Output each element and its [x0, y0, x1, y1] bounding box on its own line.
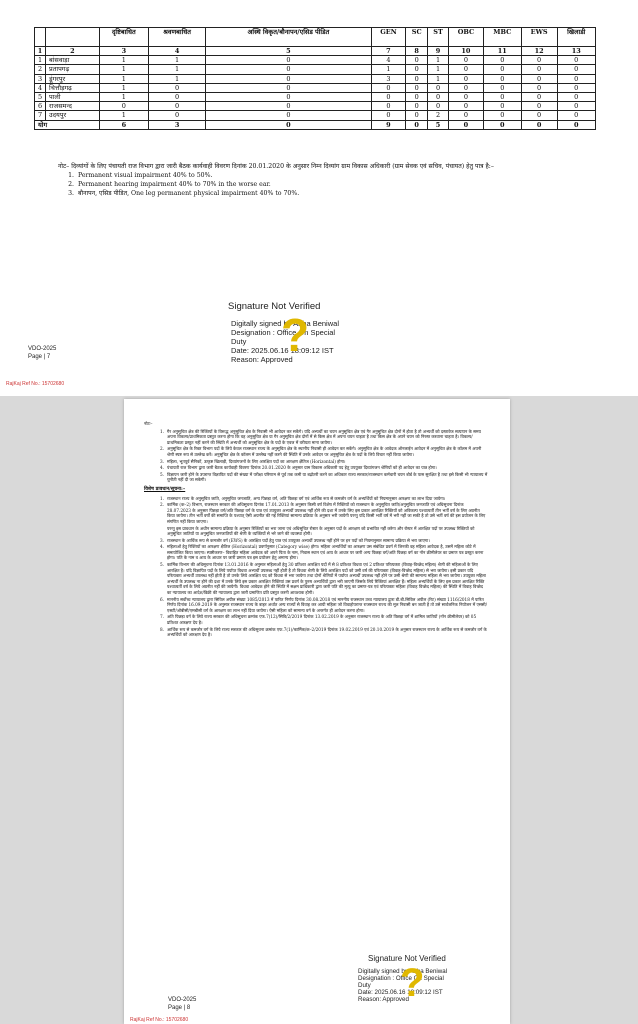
table-row	[35, 65, 596, 74]
table-cell: 0	[449, 65, 484, 74]
item-text: विज्ञापन जारी होने के उपरान्त विज्ञापित पदों की संख्या में परीक्षा परिणाम से पूर्व तक कमी या बढ़ोतरी करने का अधिकार राज्य सरकार/राजस्थान कर्मचारी चयन बोर्ड के पास सुरक्षित है तथा इसे किसी भी न्यायालय में चुनौती नहीं दी जा सकेगी।	[167, 471, 488, 483]
table-cell: 0	[371, 92, 406, 101]
table-row	[35, 83, 596, 92]
list-item	[156, 526, 488, 537]
list-item	[156, 597, 488, 614]
total-row	[35, 120, 596, 129]
table-cell: 0	[371, 102, 406, 111]
table-cell: 0	[99, 102, 148, 111]
table-cell: 4	[35, 83, 46, 92]
table-cell: 0	[406, 65, 428, 74]
table-cell: 0	[521, 111, 557, 120]
item-number: 2.	[160, 446, 164, 452]
table-cell: 0	[521, 102, 557, 111]
table-row	[35, 111, 596, 120]
item-number: 3.	[160, 537, 164, 543]
item-number: 2.	[160, 502, 164, 508]
rajkaj-ref: RajKaj Ref No.: 15702680	[6, 381, 65, 387]
table-cell: 0	[521, 56, 557, 65]
note-item: 1. Permanent visual impairment 40% to 50%.	[76, 171, 618, 180]
list-item	[156, 614, 488, 625]
table-cell: 0	[206, 92, 371, 101]
table-cell: 0	[449, 111, 484, 120]
page-number: Page | 8	[168, 1005, 191, 1011]
table-cell: राजसमन्द	[46, 102, 100, 111]
table-cell: 0	[206, 56, 371, 65]
table-cell: 0	[406, 102, 428, 111]
table-cell: 0	[557, 83, 596, 92]
table-cell: 0	[371, 83, 406, 92]
table-cell: 2	[46, 47, 100, 56]
table-cell: 0	[206, 74, 371, 83]
table-cell: 0	[449, 102, 484, 111]
item-number: 1.	[160, 428, 164, 434]
item-text: गैर अनुसूचित क्षेत्र की रिक्तियों के विरूद्ध अनुसूचित क्षेत्र के निवासी भी आवेदन कर सकेंगे। यदि अभ्यर्थी का चयन अनुसूचित क्षेत्र एवं गैर अनुसूचित क्षेत्र दोनों में होता है तो अभ्यर्थी को दस्तावेज सत्यापन के समय अपना विकल्प/प्राथमिकता प्रस्तुत करना होगा कि वह अनुसूचित क्षेत्र या गैर अनुसूचित क्षेत्र दोनों में से किस क्षेत्र में अपना चयन चाहता है तथा किस क्षेत्र के अपने चयन को निरस्त करवाना चाहता है। विकल्प/प्राथमिकता प्रस्तुत नहीं करने की स्थिति में अभ्यर्थी को अनुसूचित क्षेत्र के पदों के एवज में वरीयता माना जायेगा।	[167, 428, 481, 445]
table-cell: 0	[206, 102, 371, 111]
table-cell: 6	[35, 102, 46, 111]
table-cell: MBC	[483, 28, 521, 47]
table-cell: 0	[206, 120, 371, 129]
signature-line: Date: 2025.06.16 18:09:12 IST	[231, 346, 334, 355]
signature-unknown-icon: ?	[281, 309, 310, 361]
list-item	[156, 429, 488, 446]
table-header-row	[35, 28, 596, 47]
table-cell	[46, 28, 100, 47]
table-cell: 0	[557, 111, 596, 120]
table-cell: 0	[428, 92, 449, 101]
table-cell: 0	[521, 83, 557, 92]
table-cell: 1	[99, 56, 148, 65]
table-cell: 0	[557, 92, 596, 101]
table-row	[35, 102, 596, 111]
page-number: Page | 7	[28, 354, 51, 360]
table-cell: 3	[35, 74, 46, 83]
item-number: 3.	[160, 458, 164, 464]
table-cell: प्रतापगढ़	[46, 65, 100, 74]
list-item	[156, 544, 488, 561]
list-item	[156, 459, 488, 465]
table-cell: 10	[449, 47, 484, 56]
item-text: पंचायती राज विभाग द्वारा जारी बैठक कार्यवाही विवरण दिनांक 20.01.2020 के अनुसार ग्राम विकास अधिकारी पद हेतु उपयुक्त दिव्यांगजन श्रेणियों को ही आवेदन का पात्र होगा।	[167, 465, 437, 471]
table-row	[35, 92, 596, 101]
table-cell: 8	[406, 47, 428, 56]
document-page-7	[0, 0, 638, 396]
signature-line: Duty	[231, 337, 247, 346]
signature-line: Designation : Office On Special	[358, 975, 444, 982]
table-cell: ST	[428, 28, 449, 47]
table-cell: 1	[99, 74, 148, 83]
note-list	[58, 171, 618, 198]
signature-status: Signature Not Verified	[368, 954, 446, 963]
table-cell	[35, 28, 46, 47]
notes-list	[156, 429, 488, 483]
table-cell: 0	[428, 102, 449, 111]
list-item	[156, 446, 488, 457]
table-cell: SC	[406, 28, 428, 47]
page-body	[144, 421, 488, 639]
note-text: नोट– दिव्यांगों के लिए पंचायती राज विभाग द्वारा जारी बैठक कार्यवाही विवरण दिनांक 20.01.2020 के अनुसार निम्न दिव्यांग ग्राम विकास अधिकारी (ग्राम सेवक एवं सचिव, पंचायत) हेतु पात्र है:–	[58, 163, 494, 170]
provisions-list	[156, 496, 488, 638]
signature-unknown-icon: ?	[400, 961, 425, 1005]
table-cell: 0	[371, 111, 406, 120]
rajkaj-ref: RajKaj Ref No.: 15702680	[130, 1017, 189, 1023]
vacancy-table	[34, 27, 596, 130]
table-cell: 0	[483, 74, 521, 83]
table-cell: 1	[99, 92, 148, 101]
item-text: राजस्थान के आर्थिक रूप से कमजोर वर्ग (EWS) के आरक्षित पदों हेतु पात्र एवं उपयुक्त अभ्यर्थी उपलब्ध नहीं होने पर इन पदों को नियमानुसार सामान्य प्रक्रिया से भरा जाएगा।	[167, 537, 430, 543]
list-item	[156, 472, 488, 483]
table-cell: 0	[483, 56, 521, 65]
table-cell: श्रवणबाधित	[149, 28, 206, 47]
table-cell: उदयपुर	[46, 111, 100, 120]
page-footer	[168, 996, 196, 1012]
list-item	[156, 465, 488, 471]
table-cell: 0	[149, 92, 206, 101]
item-text: आर्थिक रूप से कमजोर वर्ग के लिये राज्य सरकार की अधिसूचना क्रमांक एफ.7(1)/कार्मिक/क–2/2019 दिनांक 19.02.2019 एवं 20.10.2019 के अनुसार राजस्थान राज्य के आर्थिक रूप से कमजोर वर्ग के अभ्यर्थियों को आरक्षण देय है।	[167, 626, 487, 638]
table-cell: 0	[149, 83, 206, 92]
list-item	[156, 562, 488, 596]
table-cell: GEN	[371, 28, 406, 47]
table-cell: 0	[206, 111, 371, 120]
list-item	[156, 502, 488, 524]
table-cell: 0	[428, 83, 449, 92]
table-cell: 1	[428, 74, 449, 83]
signature-line: Designation : Office On Special	[231, 328, 336, 337]
table-cell: 0	[149, 111, 206, 120]
table-cell: दृष्टिबाधित	[99, 28, 148, 47]
item-text: महिला, भूतपूर्व सैनिकों, उत्कृष्ट खिलाड़ी, दिव्यांगजनों के लिए आरक्षित पदों का आरक्षण क्षैतिज (Horizontal) होगा।	[167, 458, 346, 464]
table-cell: 2	[428, 111, 449, 120]
item-text: अनुसूचित क्षेत्र के रिक्त विभाग पदों के लिये केवल राजस्थान राज्य के अनुसूचित क्षेत्र के स्थानीय निवासी ही आवेदन कर सकेंगे। अनुसूचित क्षेत्र के आवेदक ऑनलाईन आवेदन में अनुसूचित क्षेत्र के कॉलम में अपनी श्रेणी स्पष्ट रूप से उल्लेख करें। अनुसूचित क्षेत्र के कॉलम में उल्लेख नहीं करने की स्थिति में उनके आवेदन पर अनुसूचित क्षेत्र के पदों के लिये विचार नहीं किया जायेगा।	[167, 446, 482, 457]
disability-note	[58, 162, 618, 198]
note-item: 2. Permanent hearing impairment 40% to 70% in the worse ear.	[76, 180, 618, 189]
item-text: महिलाओं हेतु रिक्तियों का आरक्षण क्षैतिज (Horizontal) प्रवर्गानुसार (Category wise) होगा। महिला अभ्यर्थियों का आरक्षण उस संबंधित प्रवर्ग में जिनकी वह महिला आवेदक है, उसमें महिला कोटे में समायोजित किया जाएगा। स्पष्टीकरण– विवाहित महिला आवेदक को अपने पिता के नाम, निवास स्थान एवं आय के आधार पर जारी अन्य पिछड़ा वर्ग/अति पिछड़ा वर्ग का नॉन क्रीमीलेयर का प्रमाण पत्र प्रस्तुत करना होगा। पति के नाम व आय के आधार पर जारी प्रमाण पत्र इस प्रयोजन हेतु अमान्य होगा।	[167, 544, 484, 561]
table-cell: 0	[483, 92, 521, 101]
table-cell: 0	[521, 120, 557, 129]
table-cell: 5	[428, 120, 449, 129]
list-item	[156, 538, 488, 544]
table-cell: 0	[557, 102, 596, 111]
note-item: 3. बौनापन, एसिड पीडित, One leg permanent physical impairment 40% to 70%.	[76, 189, 618, 198]
table-cell: 0	[557, 120, 596, 129]
table-row	[35, 74, 596, 83]
signature-status: Signature Not Verified	[228, 301, 321, 312]
table-cell: 1	[35, 56, 46, 65]
table-cell: 0	[406, 83, 428, 92]
table-cell: 4	[371, 56, 406, 65]
item-text: अति पिछड़ा वर्ग के लिये राज्य सरकार की अधिसूचना क्रमांक एफ.7(12)/सिवि/2/2019 दिनांक 13.02.2019 के अनुसार राजस्थान राज्य के अति पिछड़ा वर्ग में शामिल जातियों (नॉन क्रीमीलेयर) को 05 प्रतिशत आरक्षण देय है।	[167, 614, 477, 625]
table-cell: 0	[449, 74, 484, 83]
table-cell: 0	[406, 120, 428, 129]
page-footer	[28, 345, 56, 361]
item-number	[156, 526, 164, 537]
table-cell: 0	[521, 92, 557, 101]
table-cell: बांसवाड़ा	[46, 56, 100, 65]
table-cell: 0	[483, 65, 521, 74]
table-cell: 1	[99, 111, 148, 120]
table-cell: 0	[206, 83, 371, 92]
table-cell: 6	[99, 120, 148, 129]
table-row	[35, 56, 596, 65]
item-text: राजस्थान राज्य के अनुसूचित जाति, अनुसूचित जनजाति, अन्य पिछड़ा वर्ग, अति पिछड़ा वर्ग एवं आर्थिक रूप से कमजोर वर्ग के अभ्यर्थियों को नियमानुसार आरक्षण का लाभ दिया जायेगा।	[167, 495, 446, 501]
table-cell: 1	[99, 83, 148, 92]
item-number: 4.	[160, 544, 164, 550]
item-number: 5.	[160, 471, 164, 477]
table-cell: योग	[35, 120, 100, 129]
item-text: परन्तु इस प्रावधान के अधीन सामान्य प्रक्रिया के अनुसार रिक्तियों का भरा जाना एवं अधिसूचित रोस्टर के अनुसार पदों के आरक्षण को प्रभावित नहीं करेगा और रोस्टर में आरक्षित पदों पर उपलब्ध रिक्तियों को अनुसूचित जातियों या अनुसूचित जनजातियों की श्रेणी के व्यक्तियों से भरे जाने की व्यवस्था होगी।	[167, 525, 475, 537]
list-item	[156, 496, 488, 502]
table-cell: अस्थि विकृत/बौनापन/एसिड पीडित	[206, 28, 371, 47]
table-cell: 1	[428, 56, 449, 65]
list-item	[156, 627, 488, 638]
table-cell: 5	[206, 47, 371, 56]
table-cell: पाली	[46, 92, 100, 101]
table-cell: 12	[521, 47, 557, 56]
item-text: कार्मिक विभाग की अधिसूचना दिनांक 13.01.2016 के अनुसार महिलाओं हेतु 30 प्रतिशत आरक्षित पदों में से 8 प्रतिशत विधवा एवं 2 प्रतिशत परित्यक्ता (विवाह-विच्छेद महिला) श्रेणी की महिलाओं के लिए आरक्षित है। यदि विज्ञापित पदों के लिये पर्याप्त विधवा अभ्यर्थी उपलब्ध नहीं होती है तो विधवा श्रेणी के लिये आरक्षित पदों को उसी वर्ष की परित्यक्ता (विवाह-विच्छेद महिला) से भरा जायेगा। इसी प्रकार यदि परित्यक्ता अभ्यर्थी उपलब्ध नहीं होती है तो उनके लिये आरक्षित पद को विधवा से भरा जायेगा तथा दोनों श्रेणियों में पर्याप्त अभ्यर्थी उपलब्ध नहीं होने पर उसी श्रेणी की सामान्य महिला से भरा जायेगा। उपयुक्त महिला अभ्यर्थी के उपलब्ध ना होने की दशा में उनके लिये इस प्रकार आरक्षित रिक्तियां उस प्रवर्ग के पुरुष अभ्यर्थियों द्वारा भरी जाएगी जिसके लिये रिक्तियां आरक्षित हैं। महिला अभ्यर्थियों के लिए इस प्रकार आरक्षित रिक्ति पश्चात्वर्ती वर्ष के लिये अग्रनीत नहीं की जायेगी। विधवा आवेदक होने की स्थिति में सक्षम प्राधिकारी द्वारा जारी पति की मृत्यु का प्रमाण-पत्र एवं परित्यक्ता महिला (विवाह विच्छेद महिला) की स्थिति में विवाह विच्छेद का न्यायालय का आदेश/डिक्री की न्यायालय द्वारा जारी प्रमाणित प्रति प्रस्तुत करनी आवश्यक होगी।	[167, 562, 486, 596]
table-cell: 0	[206, 65, 371, 74]
table-cell: 0	[521, 65, 557, 74]
table-cell: 0	[483, 102, 521, 111]
table-cell: 0	[406, 56, 428, 65]
item-number: 6.	[160, 596, 164, 602]
table-cell: 11	[483, 47, 521, 56]
footer-code: VDO-2025	[28, 346, 57, 352]
table-cell: 1	[371, 65, 406, 74]
table-cell: 0	[557, 56, 596, 65]
table-cell: 3	[371, 74, 406, 83]
table-cell: 0	[406, 92, 428, 101]
table-cell: 0	[149, 102, 206, 111]
table-cell: 0	[449, 120, 484, 129]
signature-line: Duty	[358, 982, 371, 989]
table-cell: 3	[149, 120, 206, 129]
table-cell: 3	[99, 47, 148, 56]
table-cell: 1	[149, 74, 206, 83]
item-number: 8.	[160, 626, 164, 632]
item-text: कार्मिक (क–2) विभाग, राजस्थान सरकार की अधिसूचना दिनांक 17.01.2013 के अनुसार किसी वर्ष विशेष में रिक्तियों को राजस्थान के अनुसूचित जाति/अनुसूचित जनजाति एवं अधिसूचना दिनांक 28.07.2023 के अनुसार पिछड़ा वर्ग/अति पिछड़ा वर्ग के पात्र एवं उपयुक्त अभ्यर्थी उपलब्ध नहीं होने की दशा में उनके लिए इस प्रकार आरक्षित रिक्तियों को अविकल्प पश्चात्वर्ती तीन भर्ती वर्ष के लिए अग्रनीत किया जायेगा। तीन भर्ती वर्षों की समाप्ति के पश्चात् ऐसी अग्रनीत की गई रिक्तियां सामान्य प्रक्रिया के अनुसार भरी जायेगी परन्तु यदि किसी भर्ती वर्ष में भरी नहीं जा सकी है तो उसे भर्ती वर्ष की इस प्रयोजन के लिए संगणित नहीं किया जाएगा।	[167, 502, 486, 524]
section-title: विशेष प्रावधान/सूचना:–	[144, 485, 186, 492]
table-cell: 0	[406, 74, 428, 83]
column-number-row	[35, 47, 596, 56]
table-cell: 0	[449, 56, 484, 65]
footer-code: VDO-2025	[168, 997, 197, 1003]
table-cell: 0	[406, 111, 428, 120]
table-cell: 9	[371, 120, 406, 129]
table-cell: 1	[99, 65, 148, 74]
table-cell: 0	[557, 65, 596, 74]
item-text: माननीय सर्वोच्च न्यायालय द्वारा सिविल अपील संख्या 1085/2013 में पारित निर्णय दिनांक 30.08.2018 एवं माननीय राजस्थान उच्च न्यायालय द्वारा डी.बी.सिविल अपील (रिट) संख्या 1116/2018 में पारित निर्णय दिनांक 16.09.2019 के अनुसार राजस्थान राज्य के बाहर अर्थात अन्य राज्यों से विवाह कर आयी महिला जो विवाहोपरान्त राजस्थान राज्य की मूल निवासी बन जाती है तो उसे सार्वजनिक नियोजन में एससी/एसटी/ओबीसी/एमबीसी वर्ग के आरक्षण का लाभ नहीं दिया जायेगा। ऐसी महिला को सामान्य वर्ग के अन्तर्गत ही आवेदन करना होगा।	[167, 596, 487, 613]
table-cell: 0	[557, 74, 596, 83]
table-cell: 1	[149, 65, 206, 74]
table-cell: खिलाडी	[557, 28, 596, 47]
signature-line: Date: 2025.06.16 18:09:12 IST	[358, 989, 443, 996]
item-number: 4.	[160, 465, 164, 471]
table-cell: चित्तौड़गढ़	[46, 83, 100, 92]
table-cell: 2	[35, 65, 46, 74]
document-page-8	[124, 399, 510, 1024]
item-number: 1.	[160, 495, 164, 501]
table-cell: 4	[149, 47, 206, 56]
notes-label: नोटः–	[144, 421, 153, 426]
table-cell: 9	[428, 47, 449, 56]
table-cell: 0	[483, 120, 521, 129]
table-cell: 13	[557, 47, 596, 56]
table-cell: 0	[521, 74, 557, 83]
table-cell: EWS	[521, 28, 557, 47]
signature-line: Digitally signed by Abha Beniwal	[231, 319, 339, 328]
table-cell: 7	[35, 111, 46, 120]
table-cell: 1	[35, 47, 46, 56]
table-cell: 7	[371, 47, 406, 56]
signature-line: Digitally signed by Abha Beniwal	[358, 968, 448, 975]
table-cell: 0	[449, 92, 484, 101]
table-cell: 0	[483, 83, 521, 92]
item-number: 5.	[160, 562, 164, 568]
table-cell: 1	[428, 65, 449, 74]
table-cell: OBC	[449, 28, 484, 47]
table-cell: 0	[449, 83, 484, 92]
table-cell: डूंगरपुर	[46, 74, 100, 83]
signature-line: Reason: Approved	[358, 996, 409, 1003]
table-cell: 1	[149, 56, 206, 65]
table-cell: 0	[483, 111, 521, 120]
signature-line: Reason: Approved	[231, 355, 293, 364]
table-cell: 5	[35, 92, 46, 101]
item-number: 7.	[160, 614, 164, 620]
